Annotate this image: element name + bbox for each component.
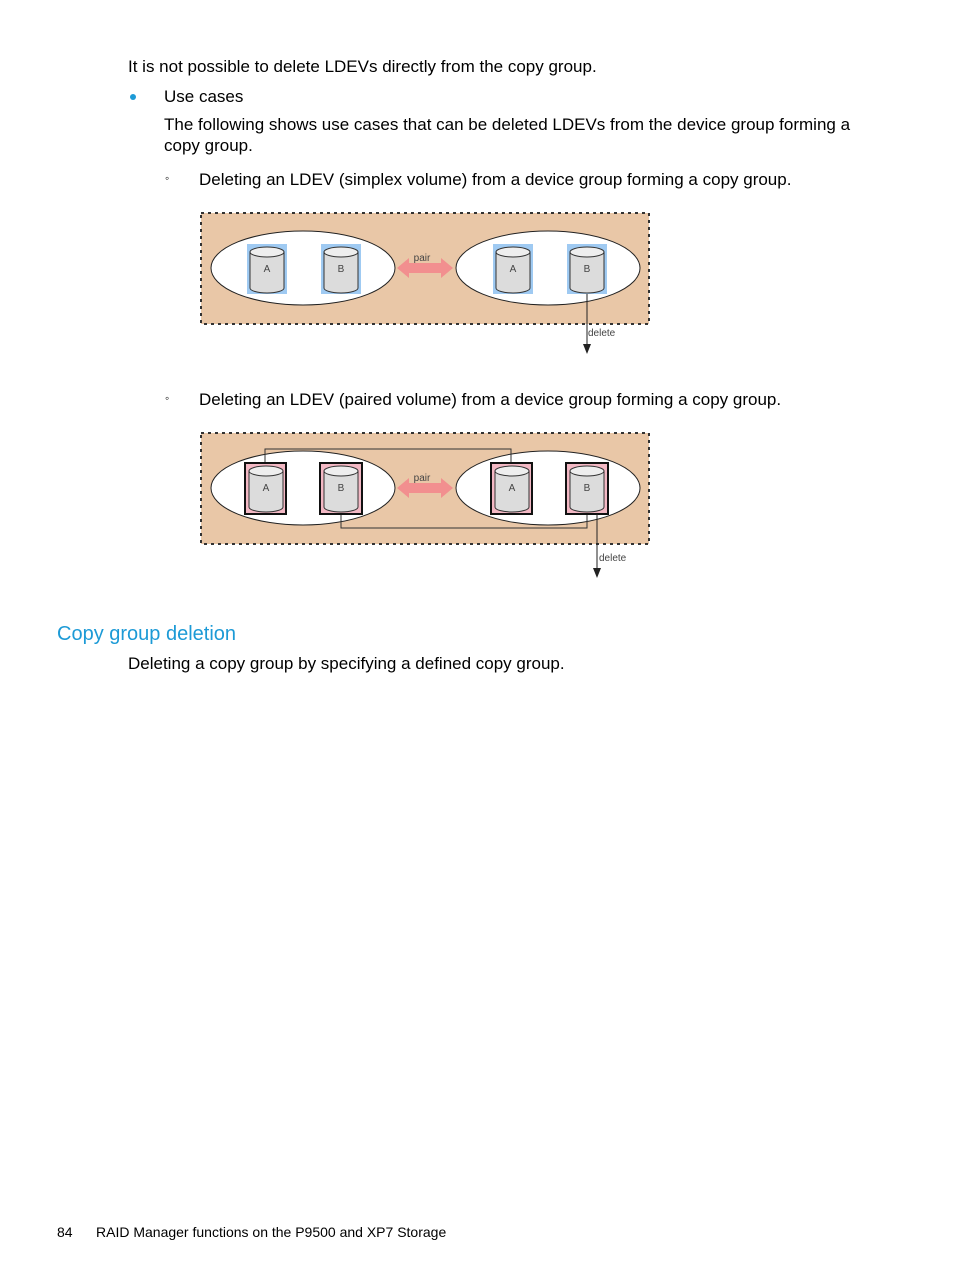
- volume-4: [567, 244, 607, 294]
- volume-2: [321, 244, 361, 294]
- volume-3: [491, 463, 532, 514]
- volume-1: [245, 463, 286, 514]
- circle-bullet-icon: ◦: [165, 391, 170, 405]
- volume-label: B: [583, 264, 591, 275]
- device-group-left: [211, 231, 395, 305]
- delete-label: delete: [588, 328, 616, 339]
- volume-label: B: [337, 264, 345, 275]
- pair-label: pair: [413, 473, 431, 484]
- sub-item-paired-text: Deleting an LDEV (paired volume) from a device group forming a copy group.: [199, 390, 782, 409]
- footer-page-number: 84: [57, 1224, 73, 1240]
- volume-label: B: [583, 483, 591, 494]
- diagram-paired-delete: [195, 428, 665, 582]
- volume-3: [493, 244, 533, 294]
- device-group-right: [456, 451, 640, 525]
- volume-label: A: [509, 264, 517, 275]
- sub-item-simplex-text: Deleting an LDEV (simplex volume) from a device group forming a copy group.: [199, 170, 792, 189]
- use-cases-description: The following shows use cases that can be deleted LDEVs from the device group forming a copy group.: [164, 115, 851, 155]
- delete-arrowhead: [583, 344, 591, 354]
- volume-1: [247, 244, 287, 294]
- circle-bullet-icon: ◦: [165, 171, 170, 185]
- volume-2: [320, 463, 362, 514]
- delete-label: delete: [599, 553, 627, 564]
- volume-label: A: [262, 483, 270, 494]
- volume-label: B: [337, 483, 345, 494]
- use-cases-title: Use cases: [164, 87, 244, 106]
- footer-title: RAID Manager functions on the P9500 and XP7 Storage: [96, 1224, 447, 1240]
- device-group-left: [211, 451, 395, 525]
- volume-4: [566, 463, 608, 514]
- section-heading: Copy group deletion: [57, 623, 237, 645]
- section-body: Deleting a copy group by specifying a defined copy group.: [128, 654, 565, 673]
- pair-label: pair: [413, 253, 431, 264]
- volume-label: A: [263, 264, 271, 275]
- delete-arrowhead: [593, 568, 601, 578]
- device-group-right: [456, 231, 640, 305]
- bullet-icon: [130, 94, 136, 100]
- intro-text: It is not possible to delete LDEVs directly from the copy group.: [128, 57, 597, 76]
- diagram-simplex-delete: [195, 208, 665, 358]
- volume-label: A: [508, 483, 516, 494]
